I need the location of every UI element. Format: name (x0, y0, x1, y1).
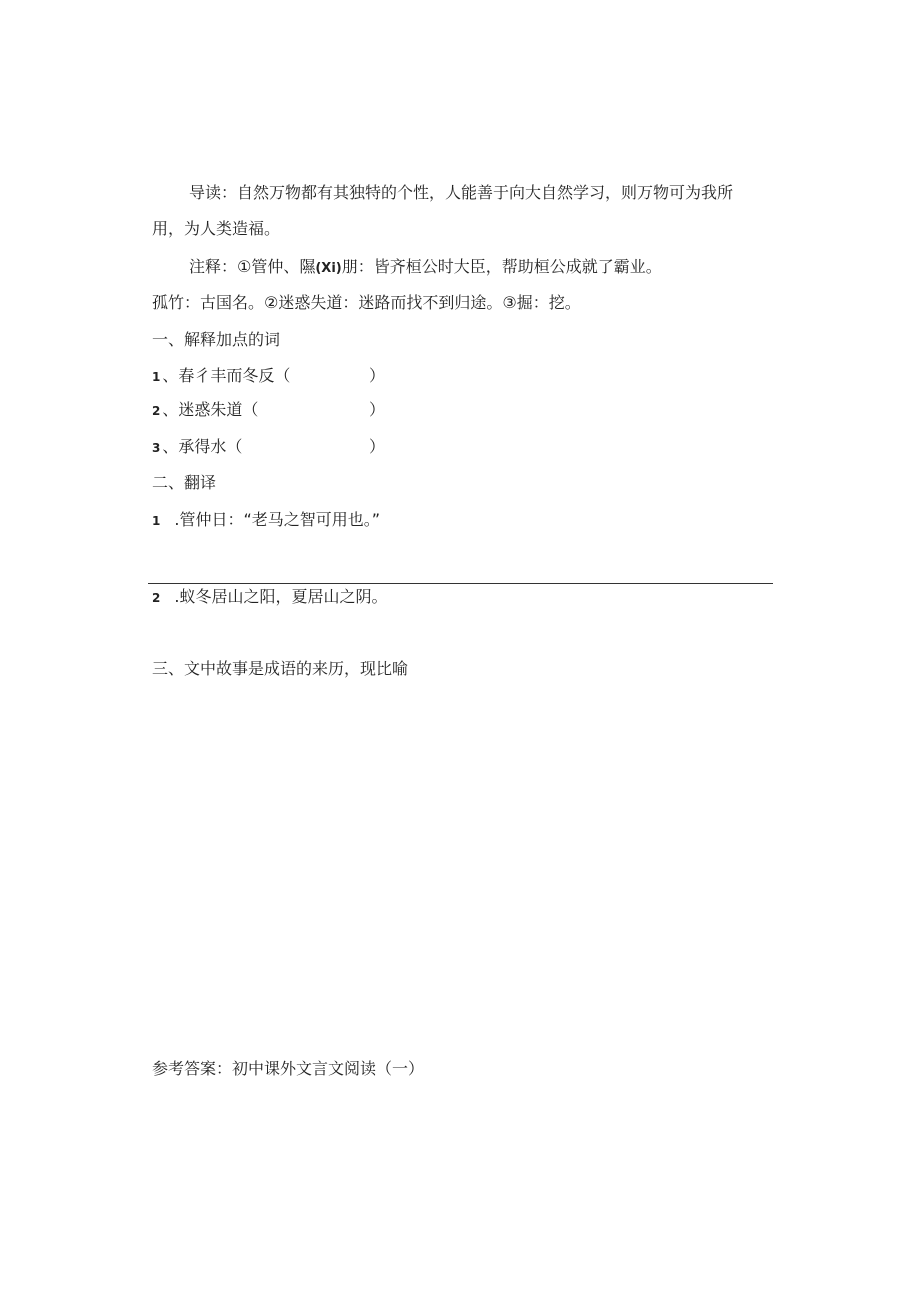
item-number: 2 (152, 591, 161, 605)
item-number: 3 (152, 441, 161, 455)
answer-blank-close-3: ） (369, 437, 386, 456)
intro-line-2: 用，为人类造福。 (152, 219, 281, 238)
intro-line-1: 导读：自然万物都有其独特的个性，人能善于向大自然学习，则万物可为我所 (189, 183, 734, 202)
item-text: .管仲日：“老马之智可用也。” (174, 510, 381, 529)
exercise-item-3 (152, 436, 242, 459)
notes-suffix: 朋：皆齐桓公时大臣，帮助桓公成就了霸业。 (341, 257, 662, 276)
item-text: 、承得水（ (162, 437, 243, 456)
answer-blank-close-2: ） (369, 400, 386, 419)
notes-line-1 (189, 256, 662, 280)
item-text: .蚁冬居山之阳，夏居山之阴。 (174, 587, 388, 606)
answer-line (148, 583, 773, 584)
section3-title: 三、文中故事是成语的来历，现比喻 (152, 659, 409, 678)
item-number: 1 (152, 370, 161, 384)
translation-item-2 (152, 586, 387, 609)
item-number: 2 (152, 404, 161, 418)
exercise-item-2 (152, 399, 258, 422)
pinyin-annotation: (Xi) (315, 261, 342, 276)
notes-prefix: 注释：①管仲、隰 (189, 257, 316, 276)
item-number: 1 (152, 514, 161, 528)
translation-item-1 (152, 509, 380, 532)
section2-title: 二、翻译 (152, 473, 217, 492)
answer-blank-close-1: ） (369, 366, 386, 385)
item-text: 、迷惑朱道（ (162, 400, 259, 419)
answer-title: 参考答案：初中课外文言文阅读（一） (152, 1059, 425, 1078)
section1-title: 一、解释加点的词 (152, 330, 281, 349)
item-text: 、春彳丰而冬反（ (162, 366, 291, 385)
exercise-item-1 (152, 365, 290, 388)
notes-line-2: 孤竹：古国名。②迷惑失道：迷路而找不到归途。③掘：挖。 (152, 293, 581, 312)
